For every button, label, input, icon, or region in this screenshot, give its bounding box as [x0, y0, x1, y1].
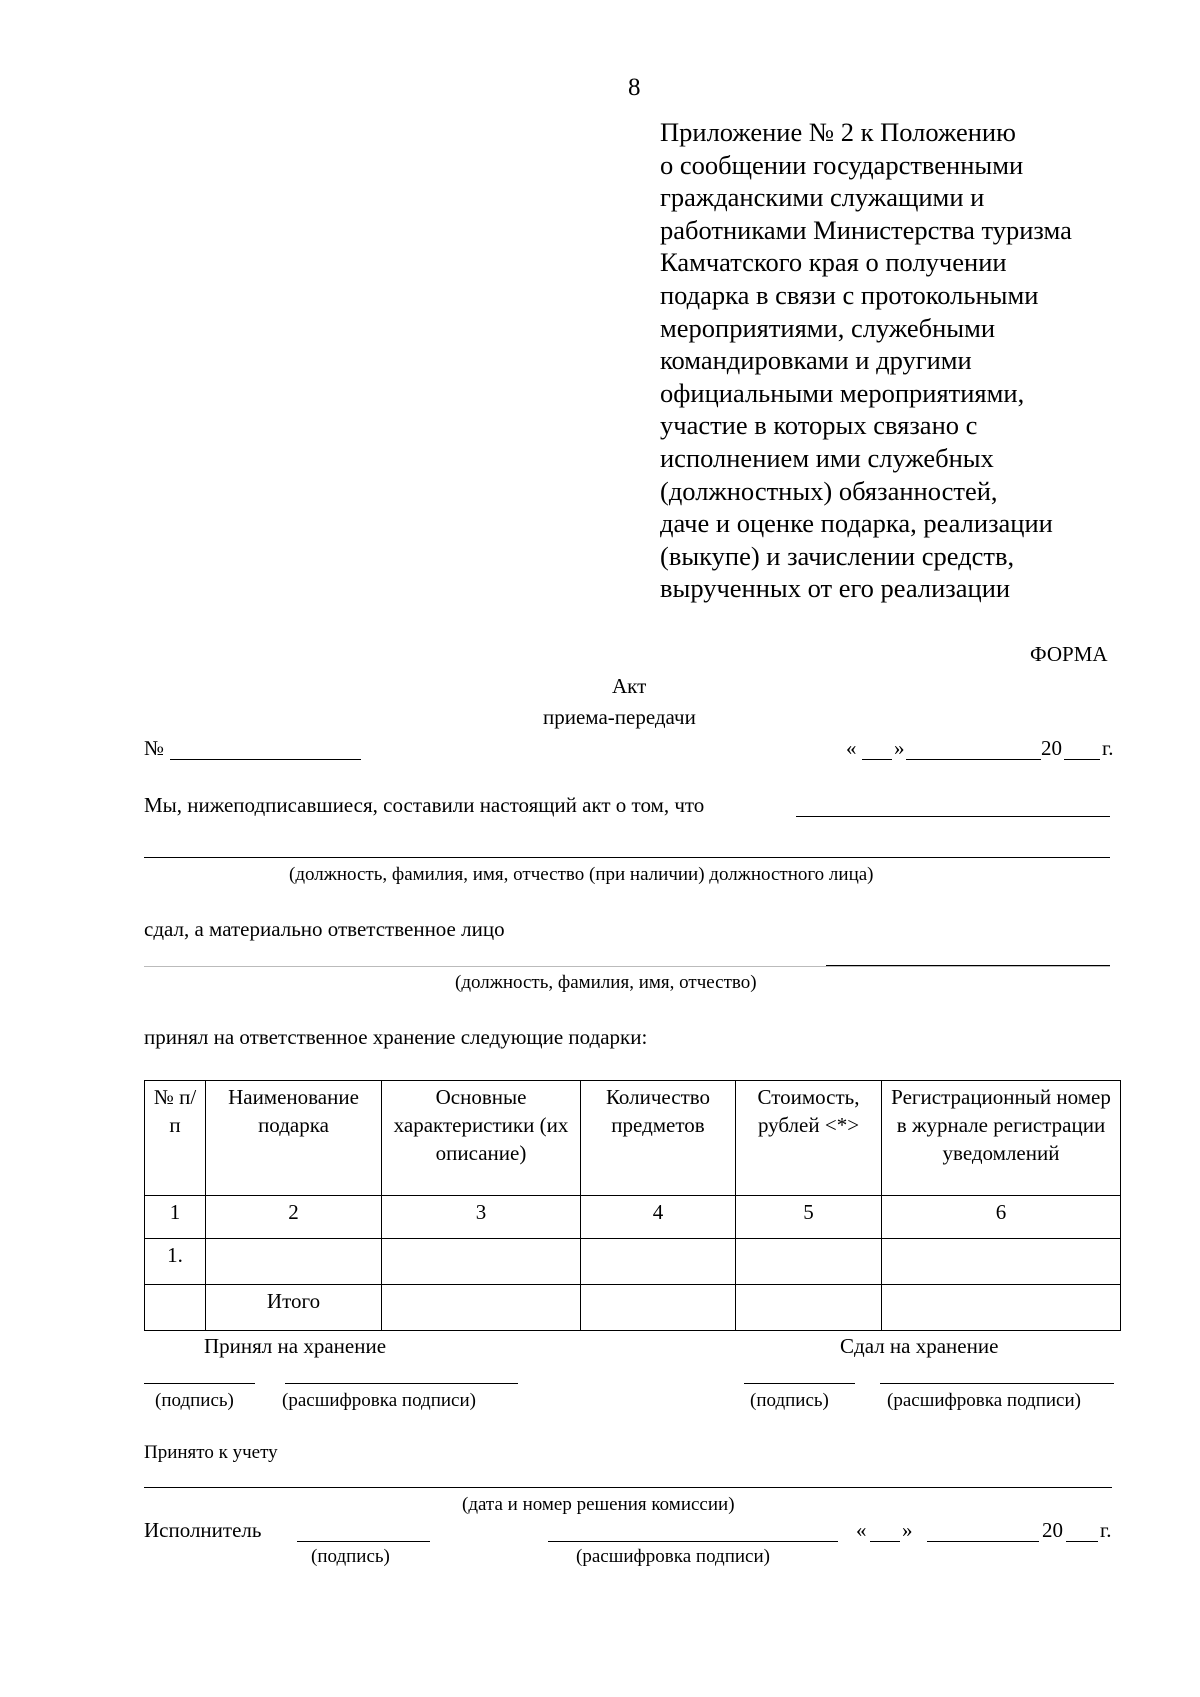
executor-year-suffix: г.	[1100, 1518, 1112, 1542]
table-column-numbers-row	[145, 1196, 1121, 1239]
responsible-field-faint	[144, 966, 1110, 967]
executor-signature-field[interactable]	[297, 1541, 430, 1542]
accepted-text: принял на ответственное хранение следующие подарки:	[144, 1025, 648, 1049]
form-label: ФОРМА	[1030, 642, 1108, 666]
executor-day-field[interactable]	[870, 1541, 900, 1542]
col-header-cost: Стоимость, рублей <*>	[736, 1081, 882, 1196]
table-cell[interactable]	[382, 1285, 581, 1331]
table-cell[interactable]	[882, 1239, 1121, 1285]
intro-text: Мы, нижеподписавшиеся, составили настоящий акт о том, что	[144, 793, 705, 817]
appendix-line: официальными мероприятиями,	[660, 377, 1025, 408]
official-field[interactable]	[144, 857, 1110, 858]
year-prefix: 20	[1041, 736, 1062, 760]
col-header-gift-name: Наименование подарка	[206, 1081, 382, 1196]
table-cell[interactable]	[882, 1285, 1121, 1331]
official-field-inline[interactable]	[796, 816, 1110, 817]
table-total-row	[145, 1285, 1121, 1331]
handed-text: сдал, а материально ответственное лицо	[144, 917, 505, 941]
table-cell[interactable]	[736, 1239, 882, 1285]
table-cell[interactable]	[382, 1239, 581, 1285]
executor-decode-caption: (расшифровка подписи)	[576, 1546, 770, 1567]
appendix-line: Камчатского края о получении	[660, 247, 1007, 278]
appendix-line: командировками и другими	[660, 345, 972, 376]
col-header-registration-number: Регистрационный номер в журнале регистрации уведомлений	[882, 1081, 1121, 1196]
accepted-decode-field[interactable]	[285, 1383, 518, 1384]
date-month-field[interactable]	[906, 759, 1041, 760]
table-cell[interactable]	[581, 1239, 736, 1285]
executor-month-field[interactable]	[927, 1541, 1039, 1542]
handed-decode-caption: (расшифровка подписи)	[887, 1390, 1081, 1411]
col-header-quantity: Количество предметов	[581, 1081, 736, 1196]
table-cell[interactable]: 1.	[145, 1239, 206, 1285]
appendix-line: мероприятиями, служебными	[660, 312, 996, 343]
appendix-line: Приложение № 2 к Положению	[660, 117, 1016, 147]
col-header-characteristics: Основные характеристики (их описание)	[382, 1081, 581, 1196]
appendix-line: о сообщении государственными	[660, 149, 1024, 180]
table-header-row	[145, 1081, 1121, 1196]
handed-storage-label: Сдал на хранение	[840, 1334, 999, 1358]
commission-caption: (дата и номер решения комиссии)	[462, 1494, 735, 1515]
table-cell[interactable]	[581, 1285, 736, 1331]
commission-field[interactable]	[144, 1487, 1112, 1488]
executor-label: Исполнитель	[144, 1518, 262, 1542]
column-number: 3	[382, 1196, 581, 1239]
number-label: №	[144, 736, 165, 760]
appendix-line: (выкупе) и зачислении средств,	[660, 540, 1015, 571]
column-number: 4	[581, 1196, 736, 1239]
executor-signature-caption: (подпись)	[311, 1546, 390, 1567]
table-cell[interactable]	[206, 1239, 382, 1285]
date-day-field[interactable]	[862, 759, 892, 760]
executor-year-field[interactable]	[1066, 1541, 1098, 1542]
table-cell[interactable]	[145, 1285, 206, 1331]
year-suffix: г.	[1102, 736, 1114, 760]
table-row	[145, 1239, 1121, 1285]
appendix-line: исполнением ими служебных	[660, 442, 994, 473]
accounting-label: Принято к учету	[144, 1442, 278, 1463]
accepted-decode-caption: (расшифровка подписи)	[282, 1390, 476, 1411]
executor-date-open-quote: «	[856, 1518, 867, 1542]
column-number: 1	[145, 1196, 206, 1239]
act-title: Акт	[612, 674, 647, 698]
number-field[interactable]	[170, 759, 361, 760]
responsible-field[interactable]	[826, 965, 1110, 966]
appendix-line: подарка в связи с протокольными	[660, 279, 1039, 310]
appendix-line: работниками Министерства туризма	[660, 214, 1072, 245]
date-close-quote: »	[894, 736, 905, 760]
col-header-number: № п/п	[145, 1081, 206, 1196]
appendix-line: даче и оценке подарка, реализации	[660, 508, 1053, 539]
year-field[interactable]	[1064, 759, 1100, 760]
accepted-storage-label: Принял на хранение	[204, 1334, 387, 1358]
appendix-line: участие в которых связано с	[660, 410, 978, 441]
handed-decode-field[interactable]	[880, 1383, 1114, 1384]
accepted-signature-field[interactable]	[144, 1383, 255, 1384]
handed-signature-caption: (подпись)	[750, 1390, 829, 1411]
handed-signature-field[interactable]	[744, 1383, 855, 1384]
total-label: Итого	[206, 1285, 382, 1331]
appendix-line: вырученных от его реализации	[660, 573, 1011, 604]
executor-date-close-quote: »	[902, 1518, 913, 1542]
date-open-quote: «	[846, 736, 857, 760]
page-number: 8	[628, 74, 641, 101]
executor-year-prefix: 20	[1042, 1518, 1063, 1542]
appendix-line: (должностных) обязанностей,	[660, 475, 998, 506]
column-number: 2	[206, 1196, 382, 1239]
official-caption: (должность, фамилия, имя, отчество (при наличии) должностного лица)	[289, 864, 874, 885]
executor-decode-field[interactable]	[548, 1541, 838, 1542]
column-number: 5	[736, 1196, 882, 1239]
responsible-caption: (должность, фамилия, имя, отчество)	[455, 972, 757, 993]
gifts-table	[144, 1080, 1121, 1331]
column-number: 6	[882, 1196, 1121, 1239]
act-subtitle: приема-передачи	[543, 705, 696, 729]
appendix-line: гражданскими служащими и	[660, 182, 985, 213]
appendix-header	[660, 116, 1072, 605]
accepted-signature-caption: (подпись)	[155, 1390, 234, 1411]
table-cell[interactable]	[736, 1285, 882, 1331]
